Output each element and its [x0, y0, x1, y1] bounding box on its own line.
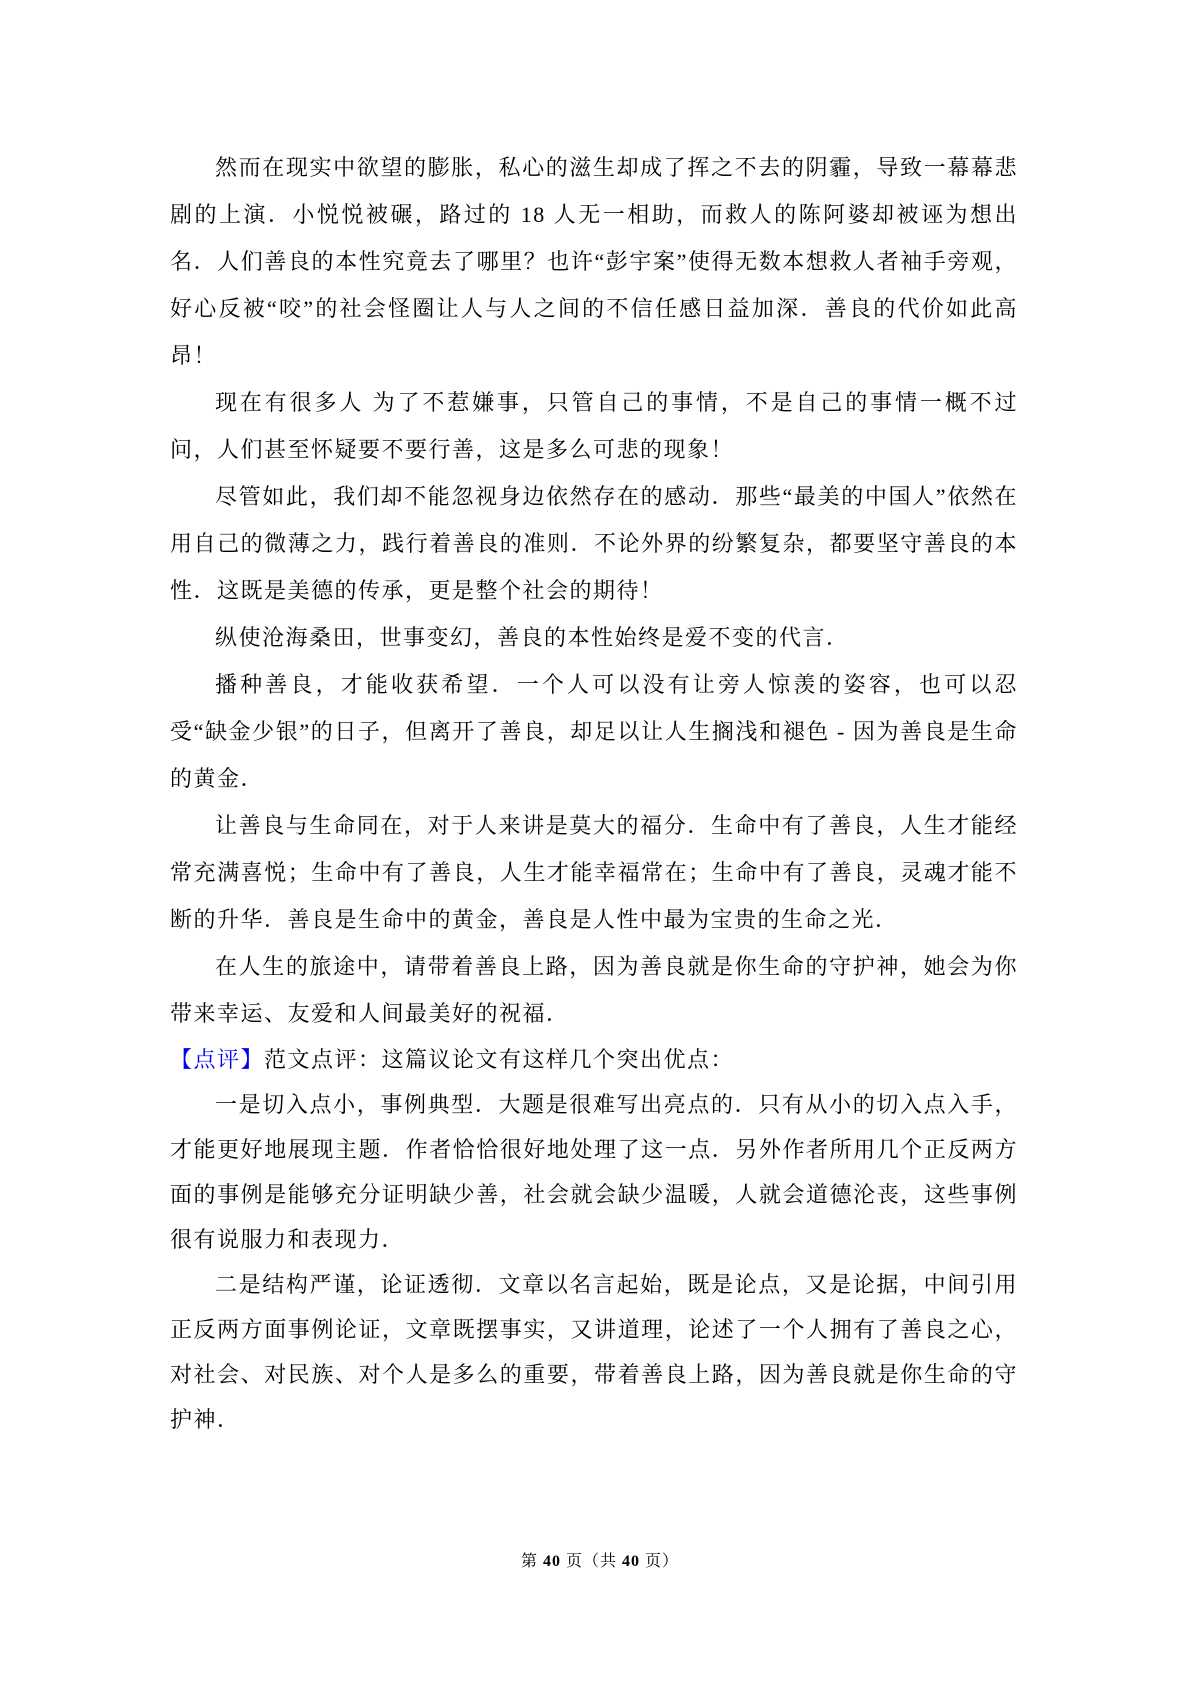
footer-suffix: 页）	[640, 1553, 680, 1570]
footer-page-number: 40	[542, 1553, 561, 1570]
essay-paragraph: 播种善良，才能收获希望．一个人可以没有让旁人惊羡的姿容，也可以忍受“缺金少银”的日子，但离开了善良，却足以让人生搁浅和褪色 - 因为善良是生命的黄金．	[170, 672, 1018, 791]
comment-point: 二是结构严谨，论证透彻．文章以名言起始，既是论点，又是论据，中间引用正反两方面事例论证，文章既摆事实，又讲道理，论述了一个人拥有了善良之心，对社会、对民族、对个人是多么的重要，带着善良上路，因为善良就是你生命的守护神．	[170, 1272, 1018, 1432]
page-footer	[0, 1548, 1200, 1571]
comment-intro-text: 范文点评：这篇议论文有这样几个突出优点：	[264, 1047, 735, 1072]
footer-middle: 页（共	[560, 1553, 622, 1570]
comment-point: 一是切入点小，事例典型．大题是很难写出亮点的．只有从小的切入点入手，才能更好地展现主题．作者恰恰很好地处理了这一点．另外作者所用几个正反两方面的事例是能够充分证明缺少善，社会就会缺少温暖，人就会道德沦丧，这些事例很有说服力和表现力．	[170, 1092, 1018, 1252]
essay-paragraph: 让善良与生命同在，对于人来讲是莫大的福分．生命中有了善良，人生才能经常充满喜悦；生命中有了善良，人生才能幸福常在；生命中有了善良，灵魂才能不断的升华．善良是生命中的黄金，善良是人性中最为宝贵的生命之光．	[170, 813, 1018, 932]
essay-paragraph: 在人生的旅途中，请带着善良上路，因为善良就是你生命的守护神，她会为你带来幸运、友爱和人间最美好的祝福．	[170, 954, 1018, 1026]
essay-paragraph: 纵使沧海桑田，世事变幻，善良的本性始终是爱不变的代言．	[215, 625, 850, 650]
essay-body	[170, 144, 1018, 1442]
footer-total-pages: 40	[622, 1553, 640, 1570]
essay-paragraph: 现在有很多人 为了不惹嫌事，只管自己的事情，不是自己的事情一概不过问，人们甚至怀疑要不要行善，这是多么可悲的现象！	[170, 390, 1018, 462]
comment-label: 【点评】	[170, 1047, 265, 1072]
comment-intro-paragraph	[170, 1037, 1018, 1082]
footer-prefix: 第	[520, 1553, 543, 1570]
essay-paragraph: 然而在现实中欲望的膨胀，私心的滋生却成了挥之不去的阴霾，导致一幕幕悲剧的上演．小悦悦被碾，路过的 18 人无一相助，而救人的陈阿婆却被诬为想出名．人们善良的本性究竟去了哪里？也许“彭宇案”使得无数本想救人者袖手旁观，好心反被“咬”的社会怪圈让人与人之间的不信任感日益加深．善良的代价如此高昂！	[170, 155, 1018, 368]
essay-paragraph: 尽管如此，我们却不能忽视身边依然存在的感动．那些“最美的中国人”依然在用自己的微薄之力，践行着善良的准则．不论外界的纷繁复杂，都要坚守善良的本性．这既是美德的传承，更是整个社会的期待！	[170, 484, 1018, 603]
